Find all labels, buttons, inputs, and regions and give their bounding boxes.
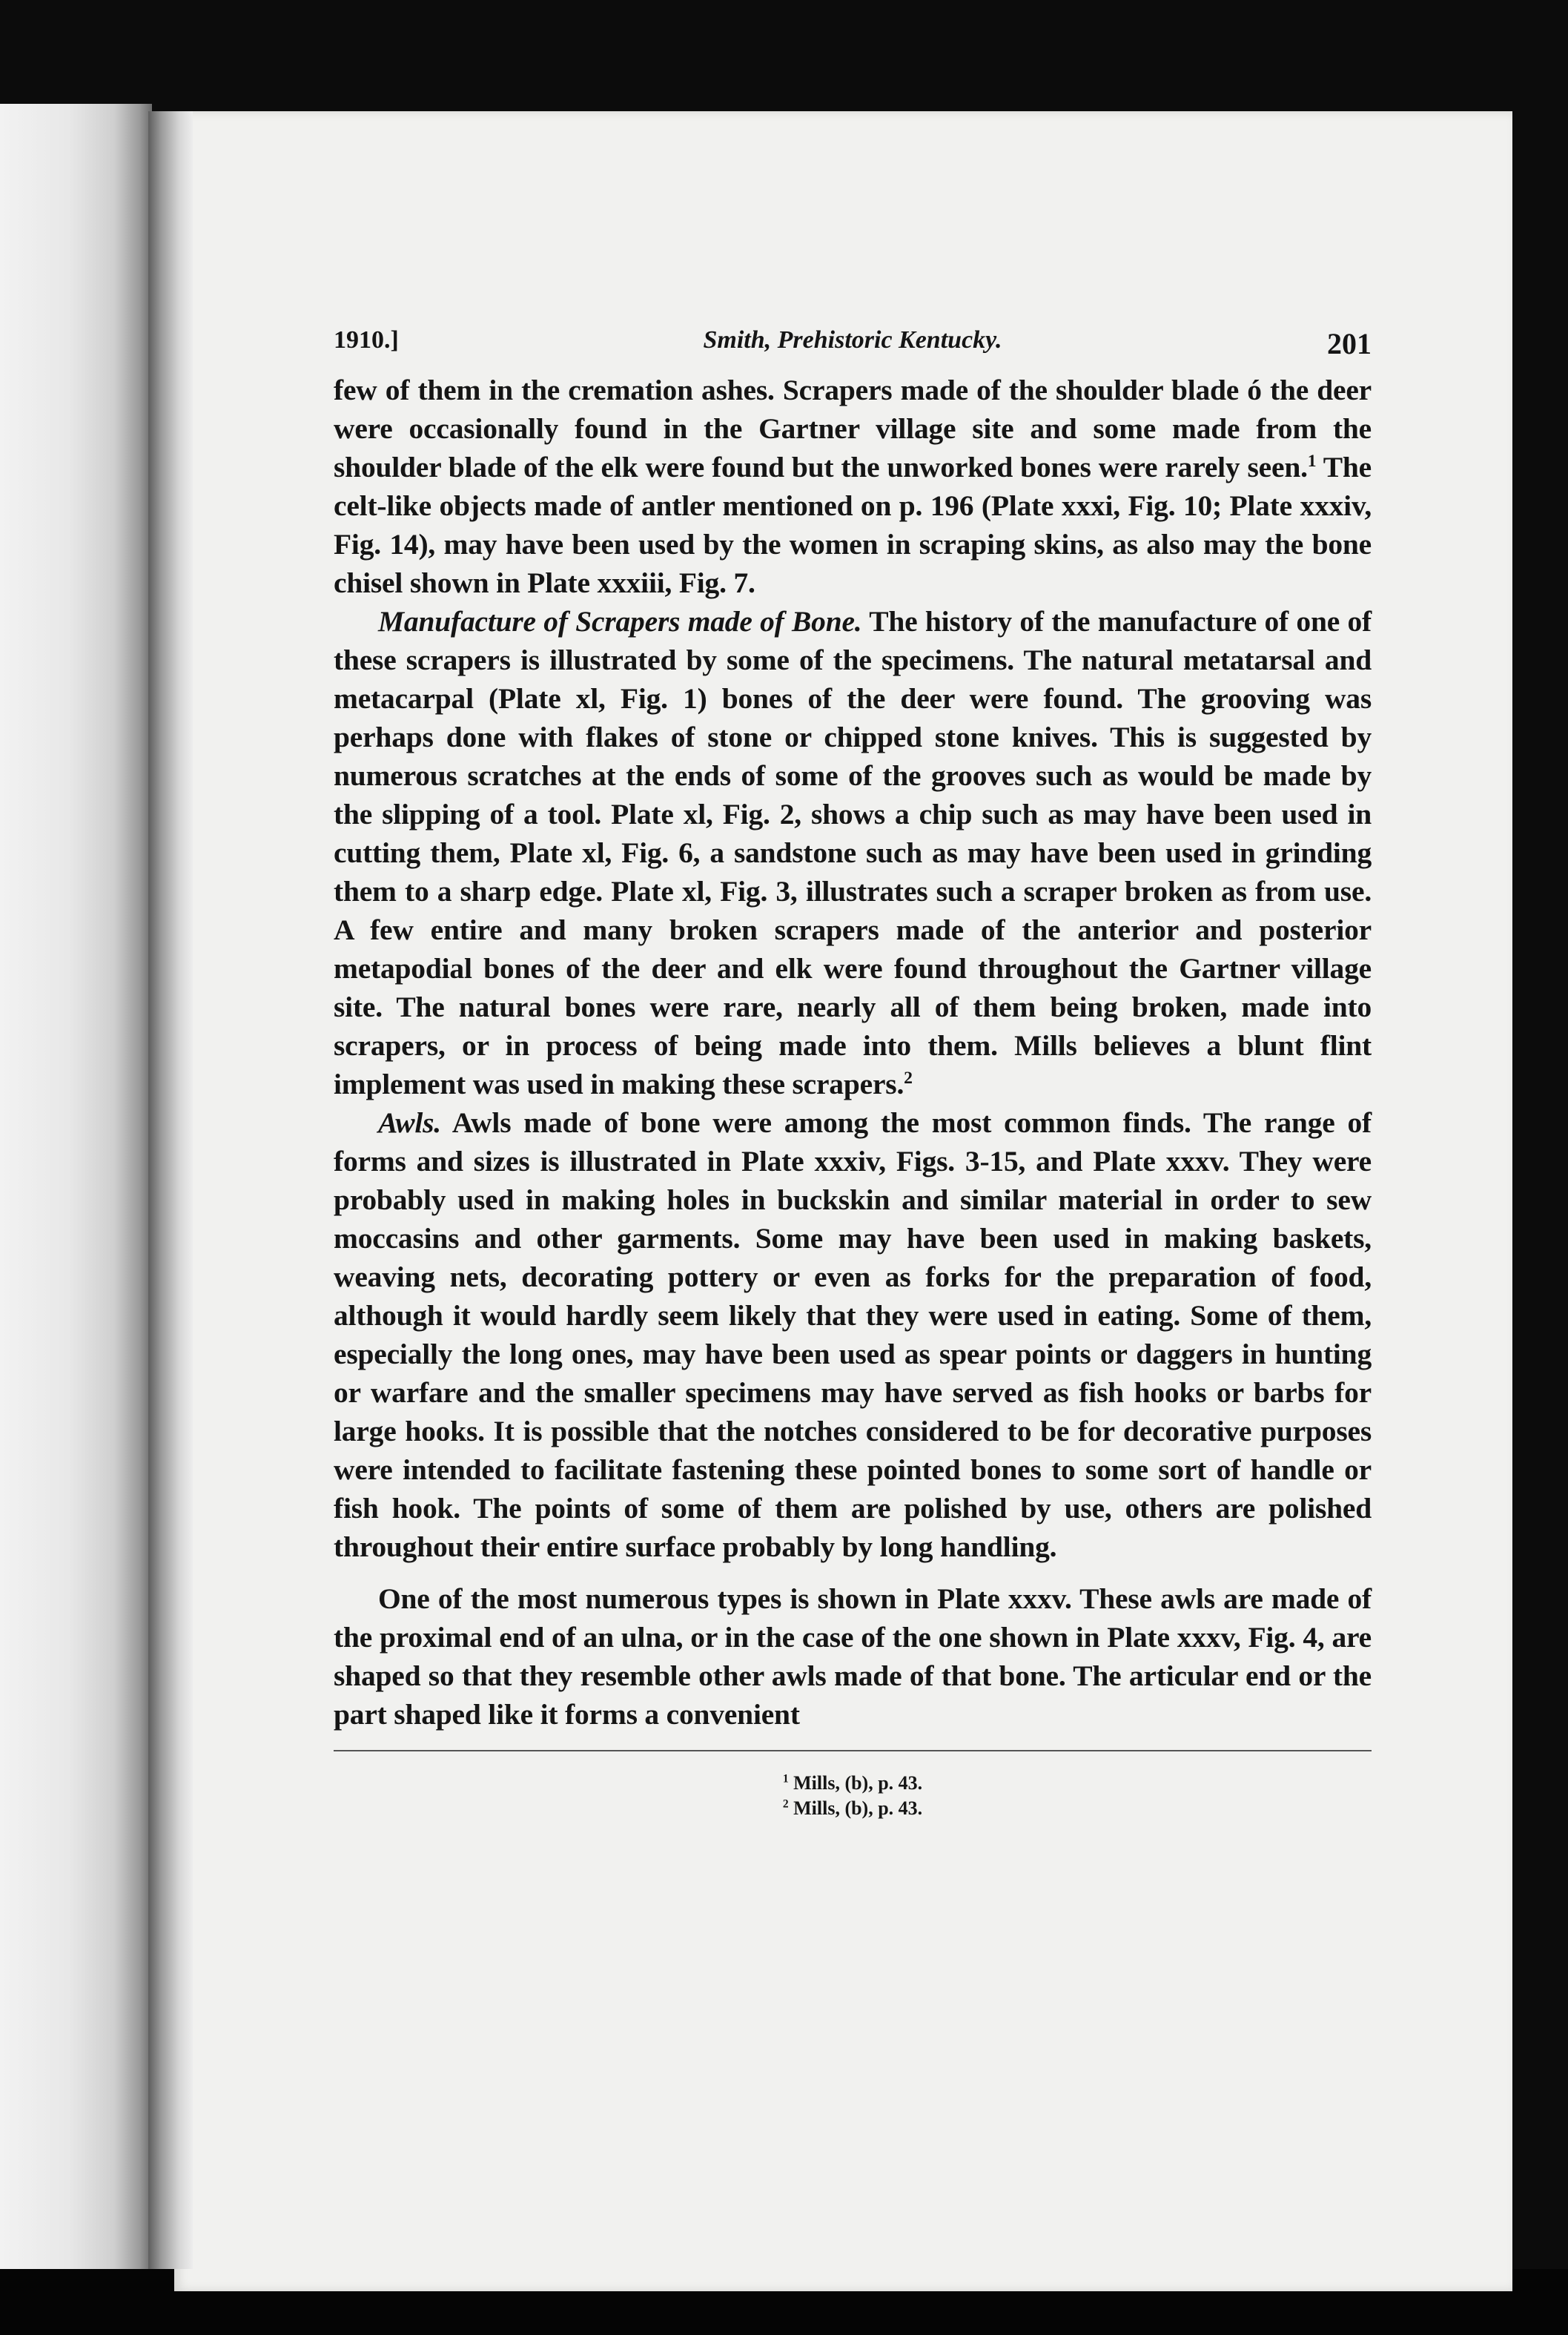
paragraph-text: few of them in the cremation ashes. Scrapers made of the shoulder blade ó the deer were occasionally found in the Gartner village site and some made from the shoulder blade of the elk were found but the unworked bones were rarely seen. — [334, 374, 1372, 483]
footnote-divider — [334, 1750, 1372, 1751]
paragraph-text: One of the most numerous types is shown in Plate xxxv. These awls are made of the proximal end of an ulna, or in the case of the one shown in Plate xxxv, Fig. 4, are shaped so that they resemble other awls made of that bone. The articular end or the part shaped like it forms a convenient — [334, 1582, 1372, 1731]
header-running-title: Smith, Prehistoric Kentucky. — [703, 326, 1002, 354]
binding-gutter-shadow — [148, 111, 193, 2269]
footnote-2 — [334, 1796, 1372, 1821]
page-number: 201 — [1327, 327, 1372, 360]
book-page — [174, 111, 1512, 2291]
section-heading-awls: Awls. — [378, 1106, 441, 1139]
paragraph-text: The history of the manufacture of one of these scrapers is illustrated by some of the specimens. The natural metatarsal and metacarpal (Plate xl, Fig. 1) bones of the deer were found. The grooving was perhaps done with flakes of stone or chipped stone knives. This is suggested by numerous scratches at the ends of some of the grooves such as would be made by the slipping of a tool. Plate xl, Fig. 2, shows a chip such as may have been used in cutting them, Plate xl, Fig. 6, a sandstone such as may have been used in grinding them to a sharp edge. Plate xl, Fig. 3, illustrates such a scraper broken as from use. A few entire and many broken scrapers made of the anterior and posterior metapodial bones of the deer and elk were found throughout the Gartner village site. The natural bones were rare, nearly all of them being broken, made into scrapers, or in process of being made into them. Mills believes a blunt flint implement was used in making these scrapers. — [334, 605, 1372, 1100]
footnote-1 — [334, 1771, 1372, 1796]
footnote-ref-2[interactable]: 2 — [904, 1068, 913, 1088]
footnote-text: Mills, (b), p. 43. — [788, 1772, 923, 1794]
facing-page-edge — [0, 104, 152, 2269]
footnote-text: Mills, (b), p. 43. — [788, 1797, 923, 1819]
footnote-mark: 2 — [782, 1797, 789, 1811]
section-heading-manufacture: Manufacture of Scrapers made of Bone. — [378, 605, 862, 638]
paragraph-scrapers-continued — [334, 371, 1372, 602]
running-head — [334, 326, 1372, 371]
paragraph-text: Awls made of bone were among the most common finds. The range of forms and sizes is illustrated in Plate xxxiv, Figs. 3-15, and Plate xxxv. They were probably used in making holes in buckskin and similar material in order to sew moccasins and other garments. Some may have been used in making baskets, weaving nets, decorating pottery or even as forks for the preparation of food, although it would hardly seem likely that they were used in eating. Some of them, especially the long ones, may have been used as spear points or daggers in hunting or warfare and the smaller specimens may have served as fish hooks or barbs for large hooks. It is possible that the notches considered to be for decorative purposes were intended to facilitate fastening these pointed bones to some sort of handle or fish hook. The points of some of them are polished by use, others are polished throughout their entire surface probably by long handling. — [334, 1106, 1372, 1563]
header-year: 1910.] — [334, 326, 399, 354]
page-text-block — [334, 326, 1372, 1821]
footnotes — [334, 1771, 1372, 1821]
paragraph-awl-types — [334, 1579, 1372, 1734]
footnote-ref-1[interactable]: 1 — [1307, 451, 1317, 471]
paragraph-manufacture-of-scrapers — [334, 602, 1372, 1103]
paragraph-awls — [334, 1103, 1372, 1566]
footnote-mark: 1 — [782, 1772, 789, 1786]
paragraph-text: The celt-like objects made of antler mentioned on p. 196 (Plate xxxi, Fig. 10; Plate xxxiv, Fig. 14), may have been used by the women in scraping skins, as also may the bone chisel shown in Plate xxxiii, Fig. 7. — [334, 451, 1372, 599]
